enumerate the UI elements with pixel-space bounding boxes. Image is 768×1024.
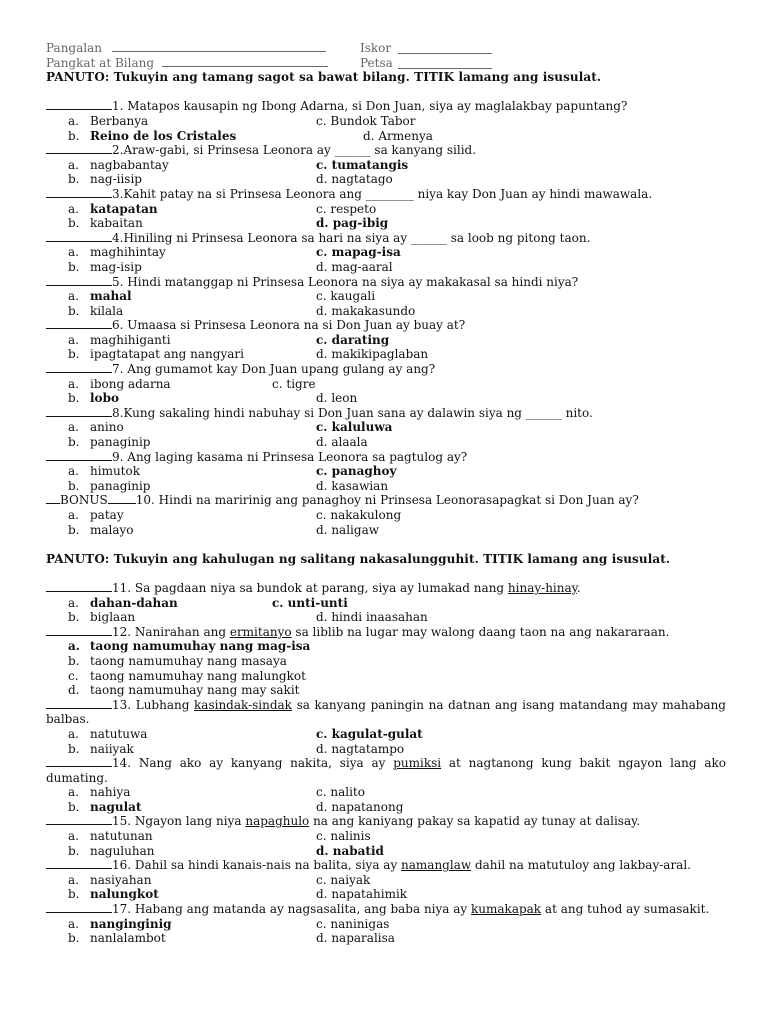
option-d[interactable]: d. nagtatago [316,172,393,187]
question-7: 7. Ang gumamot kay Don Juan upang gulang ay ang? [46,362,726,377]
option-c[interactable]: c. kaluluwa [316,420,393,435]
answer-blank[interactable] [46,406,112,417]
answer-blank[interactable] [46,318,112,329]
option-d[interactable]: d. nagtatampo [316,741,405,756]
answer-blank[interactable] [46,625,112,636]
option-c[interactable]: c. kaugali [316,289,376,304]
option-a[interactable]: patay [90,508,124,522]
bonus-blank-right[interactable] [108,503,136,504]
bonus-blank-left[interactable] [46,503,60,504]
options-row: a. Berbanya c. Bundok Tabor [68,113,416,128]
option-b[interactable]: naguluhan [90,843,155,858]
option-d[interactable]: d. pag-ibig [316,216,389,231]
option-d[interactable]: d. alaala [316,435,368,450]
underlined-word: namanglaw [401,858,472,873]
options-row: b. nanlalambot d. naparalisa [68,931,395,946]
options-row: a. nanginginig c. naninigas [68,916,390,931]
option-c[interactable]: c. naiyak [316,872,371,887]
options-row: b. biglaan d. hindi inaasahan [68,610,428,625]
answer-blank[interactable] [46,275,112,286]
option-b[interactable]: kilala [90,303,124,318]
question-8: 8.Kung sakaling hindi nabuhay si Don Juan sana ay dalawin siya ng ______ nito. [46,406,726,421]
question-1: 1. Matapos kausapin ng Ibong Adarna, si Don Juan, siya ay maglalakbay papuntang? [46,99,726,114]
underlined-word: hinay-hinay [507,580,577,595]
bonus-label: BONUS [60,493,108,508]
option-c[interactable]: c. mapag-isa [316,245,401,260]
option-c[interactable]: c. darating [316,332,390,347]
options-row: b. naiiyak d. nagtatampo [68,741,405,756]
option-b[interactable]: lobo [90,391,119,406]
option-a[interactable]: dahan-dahan [90,595,178,610]
instruction-part1: PANUTO: Tukuyin ang tamang sagot sa bawat bilang. TITIK lamang ang isusulat. [46,70,602,85]
section-label: Pangkat at Bilang [46,55,155,70]
option-c[interactable]: c. nakakulong [316,508,402,522]
option-a[interactable]: maghihintay [90,245,166,260]
options-row: b. kabaitan d. pag-ibig [68,216,389,231]
answer-blank[interactable] [46,756,112,767]
option-c[interactable]: c. naninigas [316,916,390,931]
option-a[interactable]: maghihiganti [90,332,171,347]
options-row: a. maghihintay c. mapag-isa [68,245,401,260]
question-6: 6. Umaasa si Prinsesa Leonora na si Don Juan ay buay at? [46,318,726,333]
option-b[interactable]: nanlalambot [90,931,166,946]
option-d[interactable]: d. napatahimik [316,887,408,902]
option-b[interactable]: biglaan [90,610,136,625]
option-b[interactable]: nalungkot [90,887,159,902]
option-a[interactable]: nasiyahan [90,872,152,887]
question-4: 4.Hiniling ni Prinsesa Leonora sa hari na siya ay ______ sa loob ng pitong taon. [46,231,726,246]
date-blank[interactable] [398,58,492,69]
option-d[interactable]: taong namumuhay nang may sakit [90,683,300,698]
option-c[interactable]: c. tumatangis [316,157,409,172]
option-a[interactable]: ibong adarna [90,376,171,391]
options-row: a. nagbabantay c. tumatangis [68,157,409,172]
underlined-word: ermitanyo [229,624,292,639]
name-label: Pangalan [46,41,102,55]
option-a[interactable]: himutok [90,464,140,479]
options-row: b. lobo d. leon [68,391,358,406]
option-c[interactable]: c. unti-unti [272,595,348,610]
answer-blank[interactable] [46,231,112,242]
options-row: a. natutunan c. nalinis [68,829,371,844]
question-5: 5. Hindi matanggap ni Prinsesa Leonora na siya ay makakasal sa hindi niya? [46,275,726,290]
answer-blank[interactable] [46,99,112,110]
question-14: 14. Nang ako ay kanyang nakita, siya ay pumiksi at nagtanong kung bakit ngayon lang ako dumating. [46,756,726,785]
option-c[interactable]: c. respeto [316,201,377,216]
option-d[interactable]: d. makakasundo [316,303,416,318]
answer-blank[interactable] [46,858,112,869]
instruction-part2: PANUTO: Tukuyin ang kahulugan ng salitang nakasalungguhit. TITIK lamang ang isusulat. [46,551,671,566]
options-row: a. mahal c. kaugali [68,289,376,304]
options-row: c. taong namumuhay nang malungkot [68,668,306,683]
options-row: a. natutuwa c. kagulat-gulat [68,726,423,741]
options-row: a. himutok c. panaghoy [68,464,397,479]
question-16: 16. Dahil sa hindi kanais-nais na balita, siya ay namanglaw dahil na matutuloy ang lakbay-aral. [46,858,726,873]
option-a[interactable]: natutuwa [90,726,148,741]
option-d[interactable]: d. makikipaglaban [316,347,429,362]
option-a[interactable]: nanginginig [90,916,172,931]
answer-blank[interactable] [46,581,112,592]
option-a[interactable]: natutunan [90,829,153,844]
option-a[interactable]: taong namumuhay nang mag-isa [90,639,311,654]
option-b[interactable]: Reino de los Cristales [90,128,237,143]
option-d[interactable]: d. hindi inaasahan [316,610,428,625]
answer-blank[interactable] [46,143,112,154]
options-row: b. kilala d. makakasundo [68,303,416,318]
question-12: 12. Nanirahan ang ermitanyo sa liblib na lugar may walong daang taon na ang nakararaan. [46,625,726,640]
underlined-word: pumiksi [393,756,442,771]
question-2: 2.Araw-gabi, si Prinsesa Leonora ay ______ sa kanyang silid. [46,143,726,158]
option-d[interactable]: d. naligaw [316,522,379,537]
options-row: b. Reino de los Cristales d. Armenya [68,128,433,143]
section-blank[interactable] [162,56,328,67]
option-b[interactable]: panaginip [90,435,151,450]
options-row: b. nag-iisip d. nagtatago [68,172,393,187]
options-row: b. nalungkot d. napatahimik [68,887,408,902]
option-d[interactable]: d. mag-aaral [316,259,393,274]
underlined-word: kasindak-sindak [194,697,292,712]
answer-blank[interactable] [46,450,112,461]
option-b[interactable]: panaginip [90,478,151,493]
option-c[interactable]: c. kagulat-gulat [316,726,423,741]
option-b[interactable]: taong namumuhay nang masaya [90,653,287,668]
option-b[interactable]: naiiyak [90,741,134,756]
date-label: Petsa [360,55,393,70]
option-d[interactable]: d. naparalisa [316,931,395,946]
option-b[interactable]: mag-isip [90,259,142,274]
options-row: a. patay c. nakakulong [68,508,402,522]
option-d[interactable]: d. leon [316,391,358,406]
underlined-word: napaghulo [245,814,310,829]
options-row: a. taong namumuhay nang mag-isa [68,639,311,654]
name-blank[interactable] [112,41,326,52]
options-row: a. ibong adarna c. tigre [68,376,316,391]
option-d[interactable]: d. nabatid [316,843,384,858]
options-row: b. naguluhan d. nabatid [68,843,384,858]
option-c[interactable]: c. panaghoy [316,464,397,479]
options-row: b. malayo d. naligaw [68,522,379,537]
answer-blank[interactable] [46,187,112,198]
options-row: a. anino c. kaluluwa [68,420,393,435]
options-row: d. taong namumuhay nang may sakit [68,683,300,698]
option-a[interactable]: nahiya [90,785,131,800]
options-row: b. panaginip d. kasawian [68,478,389,493]
answer-blank[interactable] [46,902,112,913]
options-row: a. katapatan c. respeto [68,201,377,216]
question-17: 17. Habang ang matanda ay nagsasalita, ang baba niya ay kumakapak at ang tuhod ay sumasakit. [46,902,726,917]
option-c[interactable]: c. tigre [272,376,316,391]
option-a[interactable]: anino [90,420,124,435]
answer-blank[interactable] [46,698,112,709]
option-b[interactable]: nagulat [90,799,142,814]
options-row: a. dahan-dahan c. unti-unti [68,595,348,610]
option-b[interactable]: malayo [90,522,134,537]
option-a[interactable]: mahal [90,289,132,304]
option-c[interactable]: taong namumuhay nang malungkot [90,668,306,683]
question-9: 9. Ang laging kasama ni Prinsesa Leonora sa pagtulog ay? [46,450,726,465]
header-row-2 [46,56,726,71]
options-row: b. nagulat d. napatanong [68,799,404,814]
option-d[interactable]: d. napatanong [316,799,404,814]
question-13: 13. Lubhang kasindak-sindak sa kanyang paningin na datnan ang isang matandang may mahabang balbas. [46,697,726,727]
option-c[interactable]: c. Bundok Tabor [316,113,416,128]
answer-blank[interactable] [46,814,112,825]
options-row: a. nahiya c. nalito [68,785,365,800]
underlined-word: kumakapak [471,902,542,917]
option-d[interactable]: d. kasawian [316,478,389,493]
option-a[interactable]: Berbanya [90,113,149,128]
option-a[interactable]: nagbabantay [90,157,169,172]
options-row: b. panaginip d. alaala [68,435,368,450]
answer-blank[interactable] [46,362,112,373]
options-row: b. mag-isip d. mag-aaral [68,259,393,274]
question-11: 11. Sa pagdaan niya sa bundok at parang, siya ay lumakad nang hinay-hinay. [46,581,726,596]
option-c[interactable]: c. nalinis [316,829,371,844]
option-b[interactable]: nag-iisip [90,172,142,187]
score-label: Iskor [360,41,392,55]
option-c[interactable]: c. nalito [316,785,365,800]
quiz-page [46,41,726,946]
option-d[interactable]: d. Armenya [363,128,433,143]
option-b[interactable]: kabaitan [90,216,143,231]
options-row: b. taong namumuhay nang masaya [68,653,287,668]
options-row: a. nasiyahan c. naiyak [68,872,371,887]
question-15: 15. Ngayon lang niya napaghulo na ang kaniyang pakay sa kapatid ay tunay at dalisay. [46,814,726,829]
header-row-1 [46,41,726,56]
question-10-bonus: BONUS 10. Hindi na maririnig ang panaghoy ni Prinsesa Leonorasapagkat si Don Juan ay? [46,493,726,508]
option-b[interactable]: ipagtatapat ang nangyari [90,347,244,362]
options-row: a. maghihiganti c. darating [68,332,390,347]
option-a[interactable]: katapatan [90,201,158,216]
question-3: 3.Kahit patay na si Prinsesa Leonora ang ________ niya kay Don Juan ay hindi mawawala. [46,187,726,202]
score-blank[interactable] [398,43,492,54]
options-row: b. ipagtatapat ang nangyari d. makikipaglaban [68,347,429,362]
